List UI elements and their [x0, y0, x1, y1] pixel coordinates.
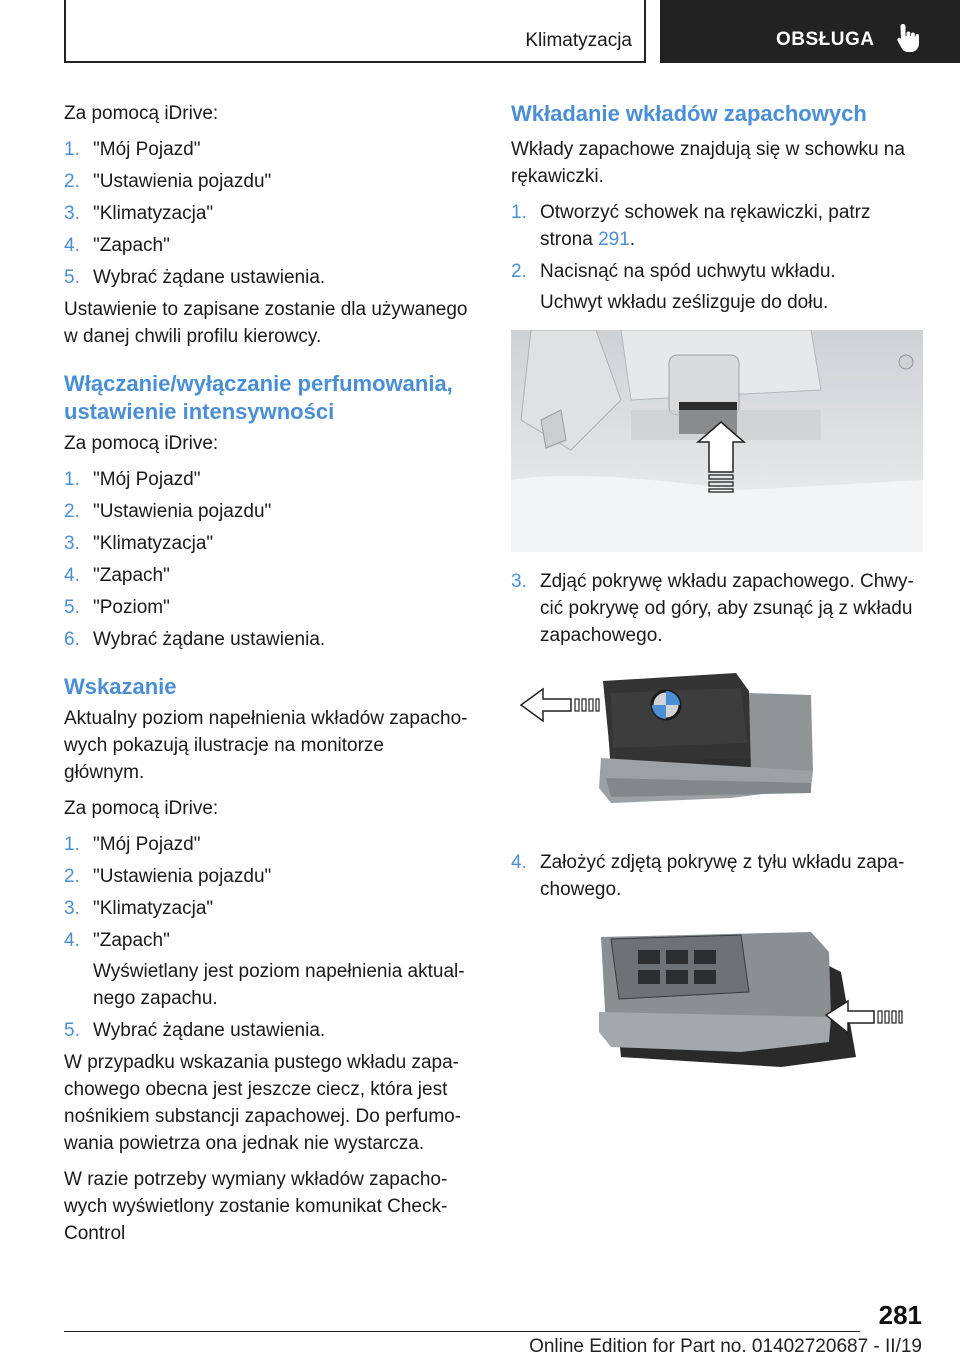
- intro-text: Wkłady zapachowe znajdują się w schowku na rękawiczki.: [511, 139, 905, 187]
- step-number: 4.: [64, 565, 80, 586]
- section-heading-insert: Wkładanie wkładów zapachowych: [511, 101, 867, 126]
- step-number: 2.: [64, 501, 80, 522]
- page-number: 281: [878, 1300, 922, 1330]
- right-column: [511, 100, 923, 1123]
- step-number: 5.: [64, 267, 80, 288]
- empty-cartridge-note: W przypadku wskazania pustego wkładu zapachowego obecna jest jeszcze ciecz, która jest nośnikiem substancji zapachowej. Do perfumowania powietrza ona jednak nie wystarcza.: [64, 1052, 462, 1154]
- left-column: [64, 100, 469, 1256]
- section-heading-indicator: Wskazanie: [64, 674, 177, 699]
- step-number: 3.: [64, 203, 80, 224]
- step-number: 2.: [511, 261, 527, 282]
- step-text: "Zapach": [93, 565, 170, 586]
- step-text: Otworzyć schowek na rękawiczki, patrz strona: [540, 202, 871, 250]
- profile-note: Ustawienie to zapisane zostanie dla używanego w danej chwili profilu kierowcy.: [64, 299, 468, 347]
- step-text: "Mój Pojazd": [93, 834, 201, 855]
- step-text-end: .: [629, 229, 636, 250]
- list-item: [64, 562, 469, 589]
- step-text: "Ustawienia pojazdu": [93, 866, 272, 887]
- chapter-tab-label: OBSŁUGA: [776, 29, 875, 50]
- step-number: 3.: [64, 533, 80, 554]
- cartridge-back-cover-illustration: [511, 917, 923, 1107]
- edition-info: Online Edition for Part no. 01402720687 - II/19: [529, 1336, 922, 1357]
- check-control-note: W razie potrzeby wymiany wkładów zapachowych wyświetlony zostanie komunikat Check-Control: [64, 1169, 448, 1244]
- step-text: "Poziom": [93, 597, 170, 618]
- list-item: [64, 863, 469, 890]
- list-item: [64, 136, 469, 163]
- step-text: Wybrać żądane ustawienia.: [93, 629, 326, 650]
- indicator-text: Aktualny poziom napełnienia wkładów zapachowych pokazują ilustracje na monitorze głównym.: [64, 708, 468, 783]
- steps-list-insert-3: [511, 849, 923, 903]
- footer-divider: [64, 1331, 860, 1332]
- list-item: [511, 258, 923, 316]
- list-item: [64, 831, 469, 858]
- list-item: [64, 264, 469, 291]
- step-text: Nacisnąć na spód uchwytu wkładu.: [540, 261, 836, 282]
- cartridge-cover-illustration: [511, 663, 923, 833]
- list-item: [64, 895, 469, 922]
- step-text: "Klimatyzacja": [93, 898, 214, 919]
- step-number: 3.: [64, 898, 80, 919]
- list-item: [511, 199, 923, 253]
- step-text: "Zapach": [93, 235, 170, 256]
- list-item: [64, 200, 469, 227]
- steps-list-2: [64, 466, 469, 653]
- step-text: "Klimatyzacja": [93, 533, 214, 554]
- list-item: [64, 530, 469, 557]
- header-frame: [64, 0, 646, 63]
- step-number: 2.: [64, 171, 80, 192]
- step-text: Założyć zdjętą pokrywę z tyłu wkładu zapachowego.: [540, 852, 905, 900]
- step-number: 1.: [64, 139, 80, 160]
- list-item: [64, 466, 469, 493]
- step-number: 4.: [64, 235, 80, 256]
- steps-list-insert-2: [511, 568, 923, 649]
- step-text: "Zapach": [93, 930, 170, 951]
- list-item: [64, 594, 469, 621]
- intro-text: Za pomocą iDrive:: [64, 433, 219, 454]
- step-number: 4.: [64, 930, 80, 951]
- step-text: "Mój Pojazd": [93, 139, 201, 160]
- step-text: "Klimatyzacja": [93, 203, 214, 224]
- section-title: Klimatyzacja: [525, 30, 632, 51]
- list-item: [64, 498, 469, 525]
- step-number: 1.: [511, 202, 527, 223]
- list-item: [64, 626, 469, 653]
- glovebox-holder-illustration: [511, 330, 923, 552]
- chapter-tab[interactable]: [660, 0, 960, 63]
- step-number: 4.: [511, 852, 527, 873]
- list-item: [511, 568, 923, 649]
- step-text: "Ustawienia pojazdu": [93, 171, 272, 192]
- step-result-text: Uchwyt wkładu ześlizguje do dołu.: [540, 292, 829, 313]
- list-item: [64, 927, 469, 1012]
- list-item: [64, 1017, 469, 1044]
- step-number: 5.: [64, 597, 80, 618]
- section-heading-perfume: Włączanie/wyłączanie perfumowania, ustawienie intensywności: [64, 371, 453, 424]
- step-text: Wybrać żądane ustawienia.: [93, 1020, 326, 1041]
- list-item: [64, 168, 469, 195]
- steps-list-3: [64, 831, 469, 1044]
- step-text: Wybrać żądane ustawienia.: [93, 267, 326, 288]
- step-number: 6.: [64, 629, 80, 650]
- steps-list-1: [64, 136, 469, 291]
- step-result-text: Wyświetlany jest poziom napełnienia aktualnego zapachu.: [93, 961, 465, 1009]
- step-number: 2.: [64, 866, 80, 887]
- list-item: [511, 849, 923, 903]
- step-number: 3.: [511, 571, 527, 592]
- steps-list-insert: [511, 199, 923, 316]
- list-item: [64, 232, 469, 259]
- intro-text: Za pomocą iDrive:: [64, 798, 219, 819]
- pointing-hand-icon: [896, 22, 922, 54]
- step-number: 5.: [64, 1020, 80, 1041]
- intro-text: Za pomocą iDrive:: [64, 103, 219, 124]
- step-number: 1.: [64, 469, 80, 490]
- step-number: 1.: [64, 834, 80, 855]
- page-reference-link[interactable]: 291: [598, 229, 630, 250]
- step-text: "Ustawienia pojazdu": [93, 501, 272, 522]
- step-text: Zdjąć pokrywę wkładu zapachowego. Chwycić pokrywę od góry, aby zsunąć ją z wkładu zapachowego.: [540, 571, 914, 646]
- step-text: "Mój Pojazd": [93, 469, 201, 490]
